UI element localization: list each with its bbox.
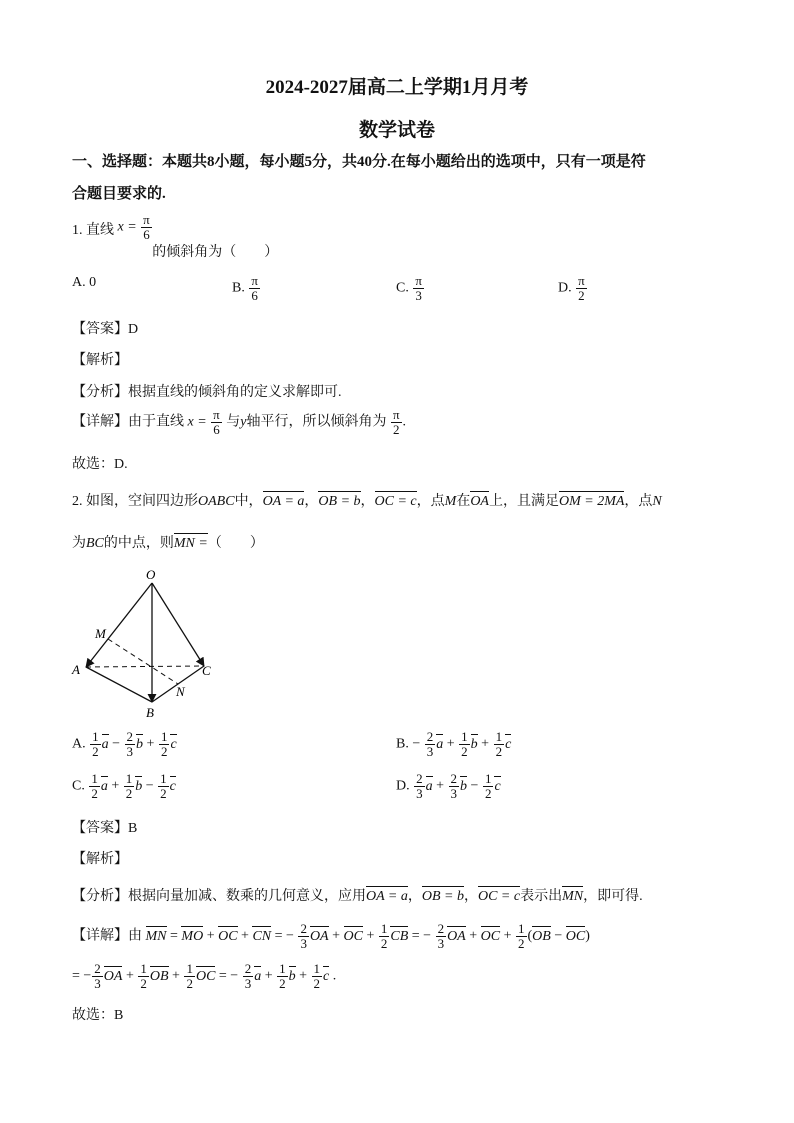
label-a: A	[72, 662, 80, 677]
label-b: B	[146, 705, 154, 720]
q1-option-b: B. $\frac{\pi}{6}$	[232, 273, 258, 303]
label-o: O	[146, 567, 156, 582]
segment-mn	[108, 639, 178, 684]
exam-title: 2024-2027届高二上学期1月月考	[265, 77, 529, 98]
q2-stem-line1: 2. 如图，空间四边形OABC中，OA = a，OB = b，OC = c，点M在OA上，且满足OM = 2MA，点N	[72, 494, 662, 509]
label-m: M	[95, 626, 106, 641]
q2-choose: 故选：B	[72, 1008, 124, 1023]
q1-jiexi: 【解析】	[72, 353, 128, 368]
edge-ac-hidden	[86, 666, 204, 667]
q2-stem-line2: 为BC的中点，则MN =（ ）	[72, 536, 264, 551]
edge-oa	[86, 583, 152, 667]
q1-number: 1.	[72, 223, 83, 238]
q1-prefix: 直线	[86, 223, 114, 238]
q2-option-a: A. $\frac{1}{2}$ a − $\frac{2}{3}$ b + $\frac{1}{2}$ c	[72, 729, 177, 759]
q2-option-d: D. $\frac{2}{3}$ a + $\frac{2}{3}$ b − $\frac{1}{2}$ c	[396, 771, 501, 801]
q1-stem	[72, 212, 282, 260]
exam-subtitle: 数学试卷	[358, 120, 435, 141]
q2-option-c: C. $\frac{1}{2}$ a + $\frac{1}{2}$ b − $\frac{1}{2}$ c	[72, 771, 176, 801]
edge-ab	[86, 667, 152, 702]
q2-detail-line2: = − $\frac{2}{3}$ OA + $\frac{1}{2}$ OB + $\frac{1}{2}$ OC = − $\frac{2}{3}$ a + $\frac{1}{2}$ b + $\frac{1}{2}$ c .	[72, 961, 337, 991]
q1-choose: 故选：D.	[72, 457, 128, 472]
q1-analysis: 【分析】根据直线的倾斜角的定义求解即可.	[72, 385, 342, 400]
section-heading-line1: 一、选择题：本题共8小题，每小题5分，共40分.在每小题给出的选项中，只有一项是符	[72, 154, 646, 170]
q2-answer: 【答案】B	[72, 821, 138, 836]
tetrahedron-figure	[70, 565, 230, 720]
q1-suffix: 的倾斜角为（ ）	[152, 245, 279, 260]
q2-jiexi: 【解析】	[72, 852, 128, 867]
q2-option-b: B. − $\frac{2}{3}$ a + $\frac{1}{2}$ b + $\frac{1}{2}$ c	[396, 729, 512, 759]
q1-option-c: C. $\frac{\pi}{3}$	[396, 273, 422, 303]
q1-option-a: A. 0	[72, 275, 97, 290]
q1-option-d: D. $\frac{\pi}{2}$	[558, 273, 585, 303]
q1-answer: 【答案】D	[72, 322, 139, 337]
edge-oc	[152, 583, 204, 666]
section-heading-line2: 合题目要求的.	[72, 186, 166, 202]
label-n: N	[176, 684, 185, 699]
q1-equation: x = $\frac{\pi}{6}$	[117, 212, 150, 242]
q2-analysis: 【分析】根据向量加减、数乘的几何意义，应用OA = a，OB = b，OC = c表示出MN，即可得.	[72, 889, 643, 904]
label-c: C	[202, 663, 211, 678]
q2-detail-line1: 【详解】由 MN = MO + OC + CN = − $\frac{2}{3}$ OA + OC + $\frac{1}{2}$ CB = − $\frac{2}{3}$ OA + OC + $\frac{1}{2}$ (OB − OC)	[72, 921, 590, 951]
q1-detail: 【详解】由于直线 x = $\frac{\pi}{6}$ 与y轴平行，所以倾斜角为 $\frac{\pi}{2}$ .	[72, 407, 407, 437]
